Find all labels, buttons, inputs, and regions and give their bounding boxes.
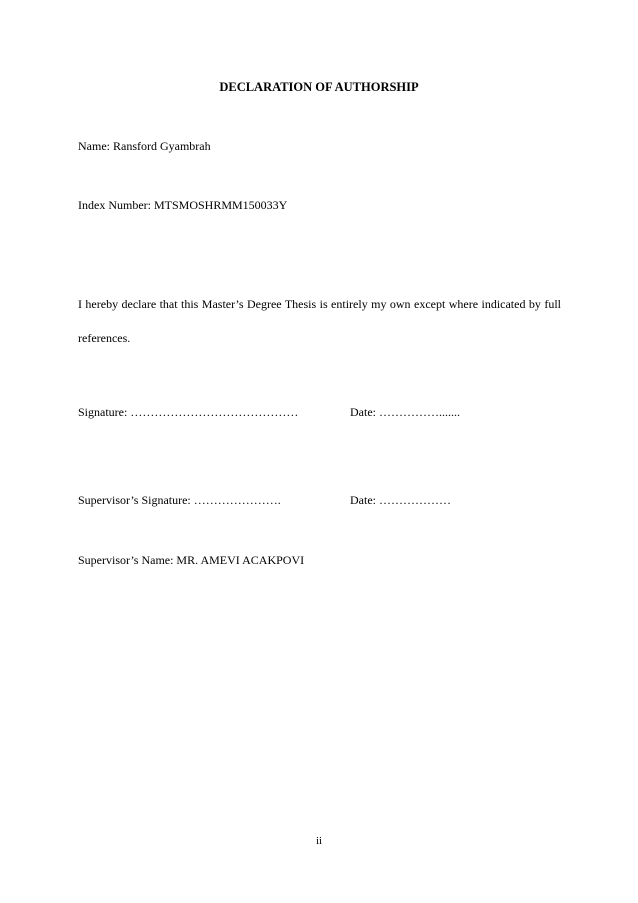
signature-date-line: Date: ……………....... bbox=[350, 405, 460, 419]
supervisor-date-line: Date: ……………… bbox=[350, 493, 451, 507]
page-title: DECLARATION OF AUTHORSHIP bbox=[219, 80, 419, 94]
supervisor-name-line: Supervisor’s Name: MR. AMEVI ACAKPOVI bbox=[78, 553, 305, 567]
supervisor-signature-line: Supervisor’s Signature: …………………. bbox=[78, 493, 281, 507]
signature-line: Signature: …………………………………… bbox=[78, 405, 299, 419]
index-number-line: Index Number: MTSMOSHRMM150033Y bbox=[78, 198, 288, 212]
page-number: ii bbox=[315, 835, 323, 847]
author-name-line: Name: Ransford Gyambrah bbox=[78, 139, 211, 153]
declaration-paragraph: I hereby declare that this Master’s Degree Thesis is entirely my own except where indicated by full references. bbox=[78, 297, 561, 345]
